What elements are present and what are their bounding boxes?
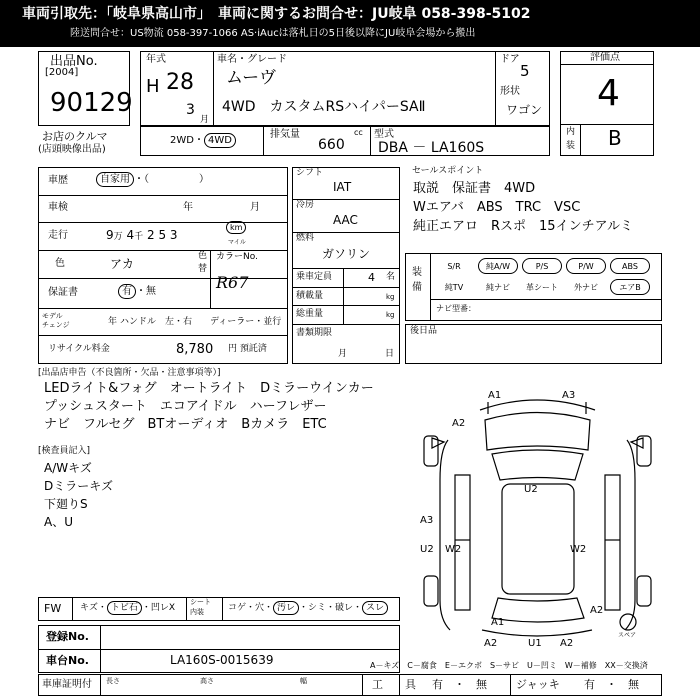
jack-value: 有 ・ 無 [584, 678, 639, 691]
note-line: ナビ フルセグ BTオーディオ Bカメラ ETC [44, 417, 327, 432]
mileage-unit: km [226, 224, 246, 232]
warranty-value: 有 ・無 [118, 287, 156, 297]
recycle-unit: 円 預託済 [228, 344, 267, 354]
equip-sunroof: S/R [447, 262, 461, 271]
equipment-label: 装 [412, 267, 422, 278]
front-bumper-outline [480, 400, 595, 410]
mark-u2-roof: U2 [524, 484, 538, 495]
aircon-label: 冷房 [296, 200, 315, 210]
windshield-outline [492, 450, 583, 480]
floor-items: キズ・ トビ石 ・凹レX [80, 603, 176, 613]
inspection-year-unit: 年 [183, 202, 193, 213]
shop-note: お店のクルマ [42, 130, 108, 143]
cert-height: 高さ [200, 677, 214, 685]
mark-a1-front: A1 [488, 390, 502, 401]
color-label: 色 [55, 258, 65, 269]
car-damage-diagram [410, 380, 665, 650]
equip-navi: 純ナビ [486, 283, 510, 292]
fuel-value: ガソリン [322, 247, 371, 261]
warranty-label: 保証書 [48, 287, 78, 298]
color-change-label: 色 [198, 251, 208, 261]
rear-glass-outline [492, 598, 584, 622]
score-value: 4 [597, 73, 620, 114]
mark-w2-right: W2 [570, 544, 587, 555]
load-label: 積載量 [296, 291, 324, 301]
mark-spare: スペア [618, 632, 637, 639]
mark-a3-front: A3 [562, 390, 576, 401]
equipment-label-2: 備 [412, 282, 422, 293]
seats-value: 4 [368, 271, 375, 284]
seat-label: シート [190, 598, 211, 606]
aircon-value: AAC [333, 213, 358, 227]
sales-point-line: 取説 保証書 4WD [413, 181, 536, 196]
equip-alloy-wheel: 純A/W [478, 258, 518, 274]
model-change-year: 年 [108, 317, 118, 327]
recycle-label: リサイクル料金 [48, 344, 110, 354]
era: H [146, 76, 160, 97]
mark-a2-rear-left: A2 [484, 638, 498, 649]
note-line: LEDライト&フォグ オートライト Dミラーウインカー [44, 381, 374, 396]
car-name: ムーヴ [226, 68, 277, 88]
header-contact-line: 車両引取先：「岐阜県高山市」 車両に関するお問合せ：JU岐阜 058-398-5102 [22, 6, 531, 22]
mileage-unit-mile: マイル [228, 239, 246, 246]
notes-title: [出品店申告（不良箇所・欠品・注意事項等）] [38, 368, 221, 378]
inspector-line: A、U [44, 515, 73, 529]
mark-u2-left: U2 [420, 544, 434, 555]
mark-w2-left: W2 [445, 544, 462, 555]
header-shipping-line: 陸送問合せ：US物流 058-397-1066 AS·iAucは落札日の5日後以降にJU岐阜会場から搬出 [70, 28, 476, 39]
color-code: R67 [216, 273, 249, 292]
door-count: 5 [520, 62, 530, 80]
right-rear-wheel [637, 576, 651, 606]
interior-label: 内 [566, 127, 576, 137]
history-value: 自家用 ・（ ） [96, 175, 209, 185]
name-label: 車名・グレード [217, 54, 287, 65]
month-value: 3 [186, 102, 195, 118]
reg-no-label: 登録No. [46, 630, 89, 643]
month-unit: 月 [200, 115, 210, 125]
score-label: 評価点 [590, 52, 620, 63]
model-change-label-2: チェンジ [42, 321, 70, 329]
mark-u1-rear: U1 [528, 638, 542, 649]
docs-label: 書類期限 [296, 328, 333, 338]
color-value: アカ [110, 257, 134, 271]
displacement-value: 660 [318, 137, 345, 153]
lot-number: 90129 [50, 88, 133, 118]
inspector-line: Dミラーキズ [44, 479, 114, 493]
cc-unit: cc [354, 128, 363, 137]
car-grade: 4WD カスタムRSハイパーSAⅡ [222, 99, 426, 115]
equip-tv: 純TV [444, 283, 464, 292]
mark-a2-rear-right: A2 [560, 638, 574, 649]
seats-unit: 名 [386, 272, 396, 282]
garage-cert-row [38, 674, 400, 696]
color-code-label: カラーNo. [216, 252, 258, 262]
lot-label: 出品No. [50, 54, 98, 69]
equip-power-steering: P/S [522, 258, 562, 274]
mark-a2-right: A2 [590, 605, 604, 616]
navi-model-label: ナビ型番： [436, 304, 476, 313]
seat-label-2: 内装 [190, 608, 204, 616]
dealer-type: ディーラー・並行 [210, 317, 282, 327]
sales-point-line: Wエアバ ABS TRC VSC [413, 200, 581, 215]
seat-items: コゲ・穴・ 汚レ ・シミ・破レ・ スレ [228, 604, 388, 613]
sales-point-line: 純正エアロ Rスポ 15インチアルミ [413, 219, 634, 234]
right-front-wheel [637, 436, 651, 466]
left-body-outline [440, 440, 450, 630]
later-items-label: 後日品 [410, 326, 438, 336]
door-label: ドア [500, 54, 520, 65]
roof-outline [502, 484, 574, 594]
inspection-month-unit: 月 [250, 202, 260, 213]
left-rear-wheel [424, 576, 438, 606]
history-label: 車歴 [48, 175, 68, 186]
rear-bumper-outline [482, 630, 592, 636]
floor-label: FW [44, 602, 62, 615]
equip-airbag: エアB [610, 279, 650, 295]
tools-value: 有 ・ 無 [432, 678, 487, 691]
cert-length: 長さ [106, 677, 120, 685]
displacement-label: 排気量 [270, 129, 300, 140]
mark-a3-left: A3 [420, 515, 434, 526]
inspection-label: 車検 [48, 202, 68, 213]
recycle-amount: 8,780 [176, 342, 214, 357]
shop-note-sub: (店頭映像出品) [38, 144, 106, 155]
drive-4wd: 4WD [204, 133, 236, 148]
model-label: 型式 [374, 129, 394, 140]
cert-width: 幅 [300, 677, 307, 685]
color-change-label-2: 替 [198, 264, 208, 274]
left-front-wheel [424, 436, 438, 466]
docs-day: 日 [385, 349, 395, 359]
docs-month: 月 [338, 349, 348, 359]
mileage-label: 走行 [48, 230, 68, 241]
fuel-label: 燃料 [296, 233, 315, 243]
equip-abs: ABS [610, 258, 650, 274]
drive-2wd: 2WD・ 4WD [170, 136, 236, 146]
garage-cert-label: 車庫証明付 [42, 679, 92, 690]
shift-label: シフト [296, 168, 324, 178]
equip-leather: 革シート [526, 283, 558, 292]
jack-label: ジャッキ [516, 678, 560, 691]
mark-a2-fender: A2 [452, 418, 466, 429]
chassis-number: LA160S-0015639 [170, 653, 274, 667]
inspector-line: A/Wキズ [44, 461, 92, 475]
spare-tire-mark [620, 614, 636, 630]
year-value: 28 [166, 70, 194, 95]
mileage-value: 9万 4千 2 5 3 [106, 228, 178, 242]
body-label: 形状 [500, 86, 520, 97]
handle-side: ハンドル 左・右 [120, 317, 193, 327]
inspector-title: [検査員記入] [38, 446, 91, 456]
auction-header [0, 0, 700, 47]
mark-a1-rear: A1 [491, 617, 505, 628]
seats-label: 乗車定員 [296, 272, 333, 282]
model-change-label: モデル [42, 312, 63, 320]
right-body-outline [625, 440, 635, 630]
shift-value: IAT [333, 180, 352, 194]
body-type: ワゴン [506, 103, 543, 117]
tools-label: 工 具 [372, 678, 416, 691]
chassis-label: 車台No. [46, 654, 89, 667]
interior-label-2: 装 [566, 141, 576, 151]
lot-year-tag: [2004] [45, 67, 79, 78]
weight-unit: kg [386, 311, 395, 319]
interior-score: B [608, 126, 622, 150]
model-code: DBA － LA160S [378, 140, 485, 156]
equip-power-window: P/W [566, 258, 606, 274]
weight-label: 総重量 [296, 309, 324, 319]
sales-points-label: セールスポイント [412, 166, 484, 176]
equip-ext-navi: 外ナビ [574, 283, 598, 292]
load-unit: kg [386, 293, 395, 301]
inspector-line: 下廻りS [44, 497, 88, 511]
damage-legend: A－キズ C－腐食 E－エクボ S－サビ U－凹ミ W－補修 XX－交換済 [370, 661, 648, 670]
year-label: 年式 [146, 54, 166, 65]
later-items-box [405, 324, 662, 364]
note-line: プッシュスタート エコアイドル ハーフレザー [44, 399, 327, 414]
hood-outline [485, 413, 590, 451]
